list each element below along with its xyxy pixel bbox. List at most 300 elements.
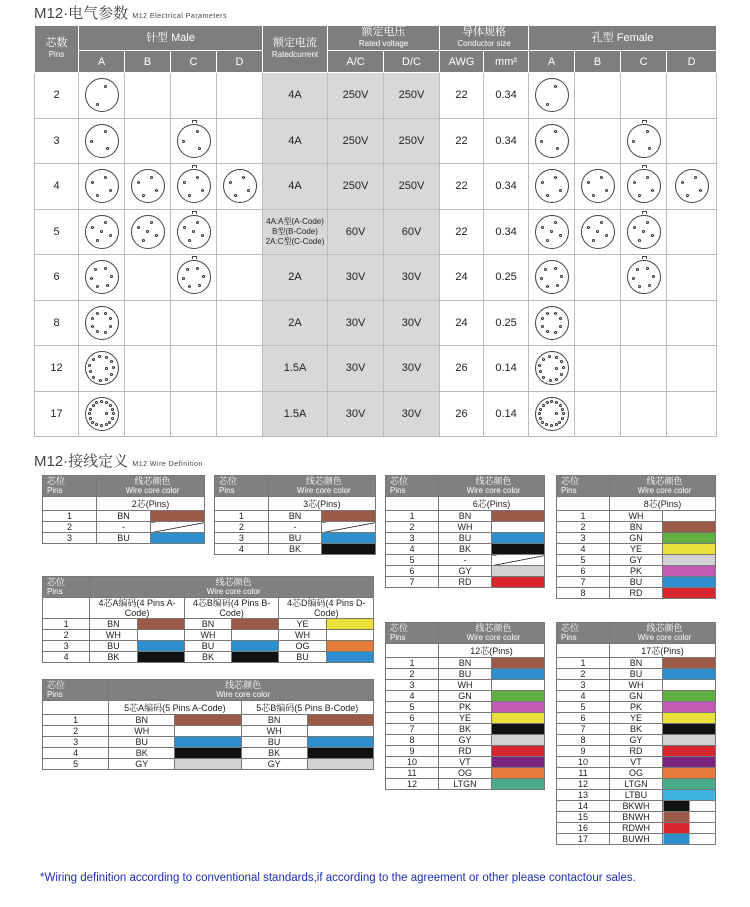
pin-number: 4: [215, 544, 269, 555]
mm2-cell: 0.14: [484, 391, 529, 437]
color-swatch: [663, 713, 716, 724]
color-swatch: [492, 544, 545, 555]
wire-row: [386, 746, 545, 757]
color-code: BU: [90, 641, 137, 652]
header-mm2: mm²: [484, 51, 529, 73]
wire-pins-header: 芯位 Pins: [557, 623, 610, 644]
current-cell: 1.5A: [263, 346, 328, 392]
connector-male-b-icon: [131, 215, 165, 249]
male-b-cell: [125, 164, 171, 210]
wire-row: [557, 801, 716, 812]
pin-number: 6: [557, 566, 610, 577]
female-d-cell: [667, 209, 717, 255]
ac-cell: 250V: [328, 73, 384, 119]
color-code: GY: [109, 759, 175, 770]
wire-row: [557, 669, 716, 680]
female-c-cell: [621, 209, 667, 255]
connector-female-b-icon: [581, 169, 615, 203]
wire-row: [386, 533, 545, 544]
color-swatch: [326, 619, 373, 630]
code-b: B: [125, 51, 171, 73]
dc-cell: 250V: [384, 73, 440, 119]
color-swatch: [175, 715, 241, 726]
pin-number: 15: [557, 812, 610, 823]
pin-number: 11: [557, 768, 610, 779]
color-code: BK: [241, 748, 307, 759]
female-c-cell: [621, 391, 667, 437]
pins-cell: 3: [35, 118, 79, 164]
color-swatch: [232, 641, 279, 652]
connector-female-a-icon: [535, 78, 569, 112]
color-swatch: [663, 757, 716, 768]
female-b-cell: [575, 391, 621, 437]
header-voltage: 额定电压 Rated voltage: [328, 26, 440, 51]
current-cell: 4A: [263, 164, 328, 210]
wire-row: [386, 555, 545, 566]
male-a-cell: [79, 209, 125, 255]
wire-table-w4: [42, 576, 374, 663]
wire-row: [386, 724, 545, 735]
pin-number: 5: [557, 702, 610, 713]
connector-female-d-icon: [675, 169, 709, 203]
connector-female-c-icon: [627, 124, 661, 158]
wire-row: [43, 533, 205, 544]
female-a-cell: [529, 164, 575, 210]
female-b-cell: [575, 118, 621, 164]
electrical-parameters-table: [34, 25, 717, 437]
male-b-cell: [125, 255, 171, 301]
wire-row: [557, 555, 716, 566]
pin-number: 6: [557, 713, 610, 724]
wire-row: [386, 757, 545, 768]
color-code: GN: [610, 691, 663, 702]
header-awg: AWG: [440, 51, 484, 73]
color-code: OG: [439, 768, 492, 779]
wire-row: [43, 759, 374, 770]
wire-pins-header: 芯位 Pins: [43, 680, 109, 701]
color-code: GY: [241, 759, 307, 770]
color-code: BN: [241, 715, 307, 726]
wire-table-w12: [385, 622, 545, 790]
male-a-cell: [79, 164, 125, 210]
awg-cell: 22: [440, 164, 484, 210]
color-swatch: [175, 726, 241, 737]
pins-cell: 2: [35, 73, 79, 119]
wire-row: [557, 522, 716, 533]
female-a-cell: [529, 73, 575, 119]
color-swatch: [663, 555, 716, 566]
male-b-cell: [125, 209, 171, 255]
pin-number: 3: [43, 641, 90, 652]
pin-number: 1: [386, 511, 439, 522]
wire-row: [557, 746, 716, 757]
pins-cell: 12: [35, 346, 79, 392]
spec-row: [35, 118, 717, 164]
pin-number: 1: [215, 511, 269, 522]
blank-cell: [557, 644, 610, 658]
connector-male-c-icon: [177, 215, 211, 249]
male-a-cell: [79, 118, 125, 164]
wire-row: [386, 566, 545, 577]
header-pins: 芯数 Pins: [35, 26, 79, 73]
color-code: BU: [610, 669, 663, 680]
blank-cell: [43, 598, 90, 619]
wire-pins-header: 芯位 Pins: [557, 476, 610, 497]
mm2-cell: 0.34: [484, 164, 529, 210]
wire-row: [43, 715, 374, 726]
pin-number: 4: [386, 691, 439, 702]
female-c-cell: [621, 255, 667, 301]
color-swatch: [151, 522, 205, 533]
color-code: RD: [439, 746, 492, 757]
color-code: GY: [610, 555, 663, 566]
code-b: B: [575, 51, 621, 73]
wire-row: [557, 724, 716, 735]
wire-row: [557, 691, 716, 702]
color-code: BU: [439, 669, 492, 680]
color-code: GN: [610, 533, 663, 544]
female-c-cell: [621, 300, 667, 346]
pins-title: 3芯(Pins): [268, 497, 375, 511]
color-swatch: [326, 652, 373, 663]
color-code: BN: [90, 619, 137, 630]
code-title: 4芯A编码(4 Pins A-Code): [90, 598, 185, 619]
female-d-cell: [667, 346, 717, 392]
wire-color-header: 线芯颜色 Wire core color: [439, 476, 545, 497]
wire-row: [557, 713, 716, 724]
spec-row: [35, 391, 717, 437]
male-d-cell: [217, 300, 263, 346]
color-swatch: [151, 533, 205, 544]
male-c-cell: [171, 391, 217, 437]
connector-male-a-icon: [85, 397, 119, 431]
pin-number: 5: [386, 702, 439, 713]
connector-male-c-icon: [177, 169, 211, 203]
mm2-cell: 0.25: [484, 255, 529, 301]
code-c: C: [621, 51, 667, 73]
male-c-cell: [171, 118, 217, 164]
ac-cell: 30V: [328, 391, 384, 437]
color-swatch: [663, 779, 716, 790]
color-swatch: [663, 669, 716, 680]
pin-number: 7: [557, 724, 610, 735]
color-code: BN: [439, 511, 492, 522]
wire-row: [557, 566, 716, 577]
color-code: BKWH: [610, 801, 663, 812]
male-d-cell: [217, 164, 263, 210]
pin-number: 1: [557, 511, 610, 522]
wire-row: [43, 511, 205, 522]
connector-female-a-icon: [535, 124, 569, 158]
wire-row: [43, 619, 374, 630]
color-code: GY: [439, 566, 492, 577]
color-swatch: [663, 834, 716, 845]
male-b-cell: [125, 300, 171, 346]
connector-male-d-icon: [223, 169, 257, 203]
header-conductor: 导体规格 Conductor size: [440, 26, 529, 51]
color-code: BUWH: [610, 834, 663, 845]
blank-cell: [557, 497, 610, 511]
male-c-cell: [171, 209, 217, 255]
color-swatch: [663, 768, 716, 779]
color-code: WH: [241, 726, 307, 737]
color-swatch: [137, 652, 184, 663]
color-swatch: [322, 544, 376, 555]
pins-title: 6芯(Pins): [439, 497, 545, 511]
color-code: PK: [610, 702, 663, 713]
color-code: BU: [109, 737, 175, 748]
connector-female-a-icon: [535, 215, 569, 249]
mm2-cell: 0.34: [484, 209, 529, 255]
color-code: GN: [439, 691, 492, 702]
wire-color-header: 线芯颜色 Wire core color: [439, 623, 545, 644]
pin-number: 7: [557, 577, 610, 588]
female-d-cell: [667, 255, 717, 301]
pin-number: 1: [557, 658, 610, 669]
wire-color-header: 线芯颜色 Wire core color: [268, 476, 375, 497]
female-a-cell: [529, 118, 575, 164]
current-cell: 4A:A型(A-Code) B型(B-Code) 2A:C型(C-Code): [263, 209, 328, 255]
wire-color-header: 线芯颜色 Wire core color: [109, 680, 374, 701]
color-code: YE: [610, 713, 663, 724]
blank-cell: [43, 497, 97, 511]
awg-cell: 22: [440, 73, 484, 119]
connector-male-a-icon: [85, 306, 119, 340]
color-code: LTBU: [610, 790, 663, 801]
female-c-cell: [621, 118, 667, 164]
female-a-cell: [529, 209, 575, 255]
color-swatch: [492, 735, 545, 746]
pin-number: 3: [43, 533, 97, 544]
wire-row: [557, 735, 716, 746]
pins-title: 17芯(Pins): [610, 644, 716, 658]
pin-number: 3: [215, 533, 269, 544]
color-swatch: [492, 680, 545, 691]
connector-male-a-icon: [85, 78, 119, 112]
color-swatch: [492, 757, 545, 768]
mm2-cell: 0.34: [484, 73, 529, 119]
female-a-cell: [529, 255, 575, 301]
color-swatch: [492, 533, 545, 544]
color-code: YE: [279, 619, 326, 630]
connector-female-c-icon: [627, 169, 661, 203]
pin-number: 2: [386, 669, 439, 680]
color-swatch: [492, 746, 545, 757]
ac-cell: 30V: [328, 255, 384, 301]
female-d-cell: [667, 391, 717, 437]
color-code: BNWH: [610, 812, 663, 823]
code-d: D: [217, 51, 263, 73]
color-swatch: [175, 748, 241, 759]
pin-number: 5: [386, 555, 439, 566]
male-c-cell: [171, 346, 217, 392]
female-a-cell: [529, 346, 575, 392]
pin-number: 2: [43, 630, 90, 641]
wire-row: [386, 768, 545, 779]
color-swatch: [492, 555, 545, 566]
wire-table-w6: [385, 475, 545, 588]
code-c: C: [171, 51, 217, 73]
wire-row: [215, 511, 376, 522]
wire-row: [43, 522, 205, 533]
color-swatch: [307, 737, 373, 748]
connector-male-b-icon: [131, 169, 165, 203]
wire-pins-header: 芯位 Pins: [215, 476, 269, 497]
color-code: BN: [109, 715, 175, 726]
male-d-cell: [217, 209, 263, 255]
pins-cell: 4: [35, 164, 79, 210]
dc-cell: 30V: [384, 255, 440, 301]
pin-number: 6: [386, 566, 439, 577]
header-current: 额定电流 Ratedcurrent: [263, 26, 328, 73]
color-swatch: [492, 566, 545, 577]
pin-number: 8: [386, 735, 439, 746]
spec-row: [35, 300, 717, 346]
awg-cell: 24: [440, 300, 484, 346]
color-swatch: [492, 577, 545, 588]
pin-number: 8: [557, 588, 610, 599]
color-swatch: [175, 759, 241, 770]
male-c-cell: [171, 255, 217, 301]
pin-number: 2: [215, 522, 269, 533]
pins-title: 12芯(Pins): [439, 644, 545, 658]
ac-cell: 250V: [328, 164, 384, 210]
pin-number: 4: [43, 748, 109, 759]
color-code: VT: [439, 757, 492, 768]
male-a-cell: [79, 300, 125, 346]
wire-row: [557, 533, 716, 544]
color-swatch: [137, 630, 184, 641]
color-code: YE: [439, 713, 492, 724]
footnote: *Wiring definition according to conventional standards,if according to the agreement or other please contactour sales.: [40, 872, 636, 884]
dc-cell: 30V: [384, 300, 440, 346]
color-code: BN: [439, 658, 492, 669]
color-code: BN: [610, 522, 663, 533]
wire-row: [557, 588, 716, 599]
color-swatch: [137, 641, 184, 652]
male-a-cell: [79, 73, 125, 119]
pin-number: 2: [43, 522, 97, 533]
wire-table-w17: [556, 622, 716, 845]
wire-row: [557, 790, 716, 801]
color-swatch: [492, 669, 545, 680]
female-a-cell: [529, 300, 575, 346]
color-code: OG: [610, 768, 663, 779]
color-code: WH: [439, 522, 492, 533]
male-d-cell: [217, 118, 263, 164]
color-code: VT: [610, 757, 663, 768]
wire-row: [386, 577, 545, 588]
male-d-cell: [217, 255, 263, 301]
color-code: WH: [610, 680, 663, 691]
color-swatch: [307, 726, 373, 737]
pin-number: 2: [557, 669, 610, 680]
color-swatch: [492, 713, 545, 724]
pin-number: 4: [43, 652, 90, 663]
wire-row: [386, 658, 545, 669]
pin-number: 3: [386, 680, 439, 691]
pin-number: 3: [386, 533, 439, 544]
pin-number: 7: [386, 724, 439, 735]
wire-row: [557, 680, 716, 691]
header-dc: D/C: [384, 51, 440, 73]
color-code: BK: [90, 652, 137, 663]
color-swatch: [322, 511, 376, 522]
color-swatch: [663, 691, 716, 702]
color-code: WH: [439, 680, 492, 691]
color-code: GY: [439, 735, 492, 746]
wire-row: [43, 737, 374, 748]
color-code: PK: [439, 702, 492, 713]
color-code: WH: [279, 630, 326, 641]
female-c-cell: [621, 346, 667, 392]
male-c-cell: [171, 73, 217, 119]
color-swatch: [663, 702, 716, 713]
wire-row: [557, 577, 716, 588]
pins-title: 2芯(Pins): [97, 497, 205, 511]
color-code: BK: [268, 544, 322, 555]
color-swatch: [663, 566, 716, 577]
pin-number: 3: [557, 533, 610, 544]
pins-cell: 5: [35, 209, 79, 255]
pins-cell: 8: [35, 300, 79, 346]
wire-row: [386, 702, 545, 713]
color-code: RD: [610, 588, 663, 599]
male-b-cell: [125, 346, 171, 392]
pin-number: 2: [43, 726, 109, 737]
color-swatch: [663, 588, 716, 599]
color-swatch: [232, 630, 279, 641]
header-male: 针型 Male: [79, 26, 263, 51]
color-code: BN: [610, 658, 663, 669]
wire-table-w8: [556, 475, 716, 599]
connector-female-a-icon: [535, 351, 569, 385]
wire-color-header: 线芯颜色 Wire core color: [610, 476, 716, 497]
pins-cell: 17: [35, 391, 79, 437]
pin-number: 1: [43, 619, 90, 630]
color-swatch: [492, 702, 545, 713]
color-swatch: [137, 619, 184, 630]
color-swatch: [326, 630, 373, 641]
male-b-cell: [125, 73, 171, 119]
pin-number: 4: [386, 544, 439, 555]
female-c-cell: [621, 73, 667, 119]
color-swatch: [492, 658, 545, 669]
dc-cell: 250V: [384, 118, 440, 164]
awg-cell: 24: [440, 255, 484, 301]
color-swatch: [663, 522, 716, 533]
wire-row: [386, 522, 545, 533]
color-code: WH: [610, 511, 663, 522]
connector-female-a-icon: [535, 306, 569, 340]
mm2-cell: 0.25: [484, 300, 529, 346]
color-code: LTGN: [439, 779, 492, 790]
current-cell: 2A: [263, 300, 328, 346]
pin-number: 5: [557, 555, 610, 566]
wire-row: [557, 779, 716, 790]
ac-cell: 30V: [328, 300, 384, 346]
color-code: PK: [610, 566, 663, 577]
wire-row: [557, 511, 716, 522]
wire-row: [215, 533, 376, 544]
female-d-cell: [667, 300, 717, 346]
wire-definition-title: M12·接线定义 M12 Wire Definition: [34, 453, 203, 470]
color-code: BK: [439, 544, 492, 555]
color-swatch: [663, 511, 716, 522]
wire-row: [557, 757, 716, 768]
pin-number: 12: [557, 779, 610, 790]
dc-cell: 250V: [384, 164, 440, 210]
